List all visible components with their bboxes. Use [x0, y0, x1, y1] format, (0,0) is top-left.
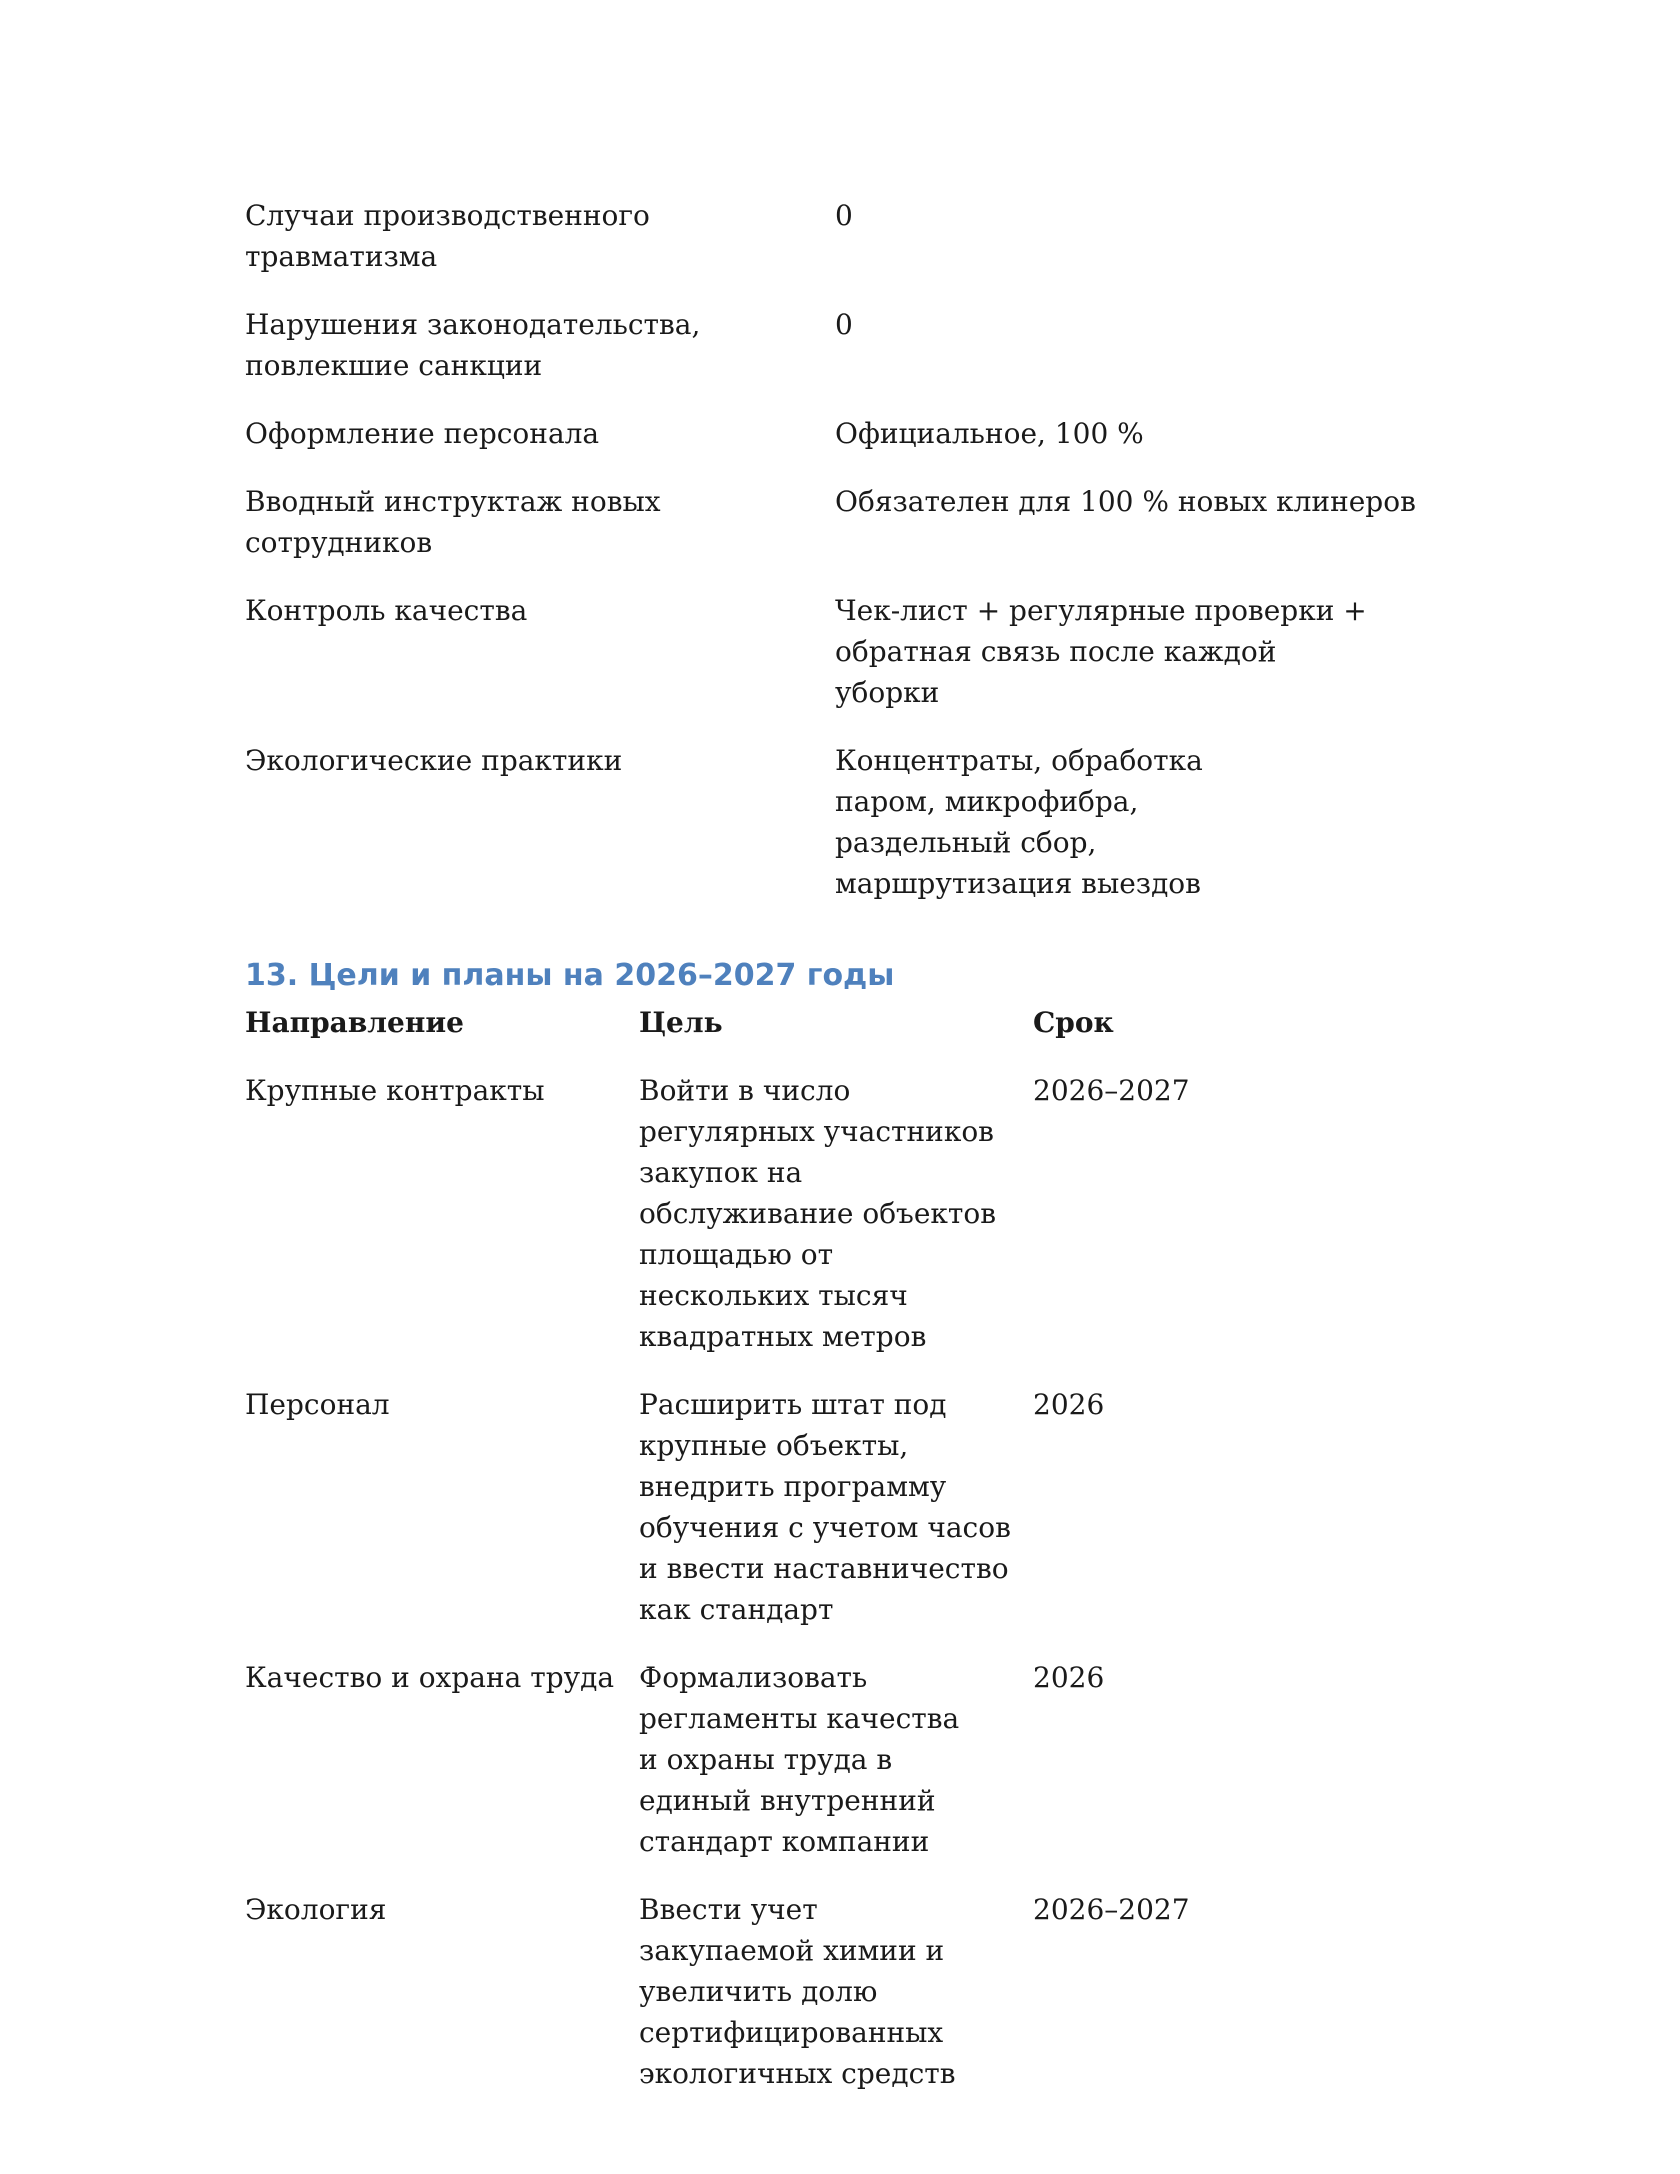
table-row [245, 1384, 1435, 1630]
row-goal: Ввести учет закупаемой химии и увеличить долю сертифицированных экологичных средств [639, 1893, 956, 2090]
indicator-label: Оформление персонала [245, 417, 600, 450]
table-row [245, 1070, 1435, 1357]
section-title: 13. Цели и планы на 2026–2027 годы [245, 958, 895, 993]
header-term: Срок [1033, 1006, 1114, 1039]
row-direction: Персонал [245, 1388, 390, 1421]
row-direction: Качество и охрана труда [245, 1661, 615, 1694]
indicator-row [245, 740, 1435, 904]
plans-table-header [245, 1002, 1435, 1043]
row-goal: Войти в число регулярных участников закупок на обслуживание объектов площадью от нескольких тысяч квадратных метров [639, 1074, 997, 1353]
row-goal: Формализовать регламенты качества и охраны труда в единый внутренний стандарт компании [639, 1661, 960, 1858]
indicator-value: Официальное, 100 % [835, 417, 1144, 450]
indicator-value: Чек-лист + регулярные проверки + обратная связь после каждой уборки [835, 594, 1367, 709]
header-goal: Цель [639, 1006, 723, 1039]
indicator-label: Экологические практики [245, 744, 623, 777]
indicator-label: Случаи производственного травматизма [245, 199, 650, 273]
table-row [245, 1657, 1435, 1862]
row-goal: Расширить штат под крупные объекты, внедрить программу обучения с учетом часов и ввести наставничество как стандарт [639, 1388, 1011, 1626]
table-row [245, 1889, 1435, 2094]
indicator-row [245, 304, 1435, 386]
indicator-label: Нарушения законодательства, повлекшие санкции [245, 308, 701, 382]
row-term: 2026 [1033, 1661, 1105, 1694]
indicator-value: 0 [835, 199, 853, 232]
plans-table [245, 1002, 1435, 2094]
indicators-table [245, 195, 1435, 904]
indicator-row [245, 413, 1435, 454]
indicator-label: Вводный инструктаж новых сотрудников [245, 485, 661, 559]
indicator-value: Обязателен для 100 % новых клинеров [835, 485, 1416, 518]
indicator-row [245, 590, 1435, 713]
indicator-row [245, 481, 1435, 563]
row-term: 2026 [1033, 1388, 1105, 1421]
row-term: 2026–2027 [1033, 1893, 1190, 1926]
row-direction: Экология [245, 1893, 387, 1926]
indicator-value: Концентраты, обработка паром, микрофибра, раздельный сбор, маршрутизация выездов [835, 744, 1203, 900]
row-term: 2026–2027 [1033, 1074, 1190, 1107]
indicator-value: 0 [835, 308, 853, 341]
document-page [245, 195, 1435, 2121]
row-direction: Крупные контракты [245, 1074, 545, 1107]
header-direction: Направление [245, 1006, 464, 1039]
indicator-label: Контроль качества [245, 594, 528, 627]
indicator-row [245, 195, 1435, 277]
